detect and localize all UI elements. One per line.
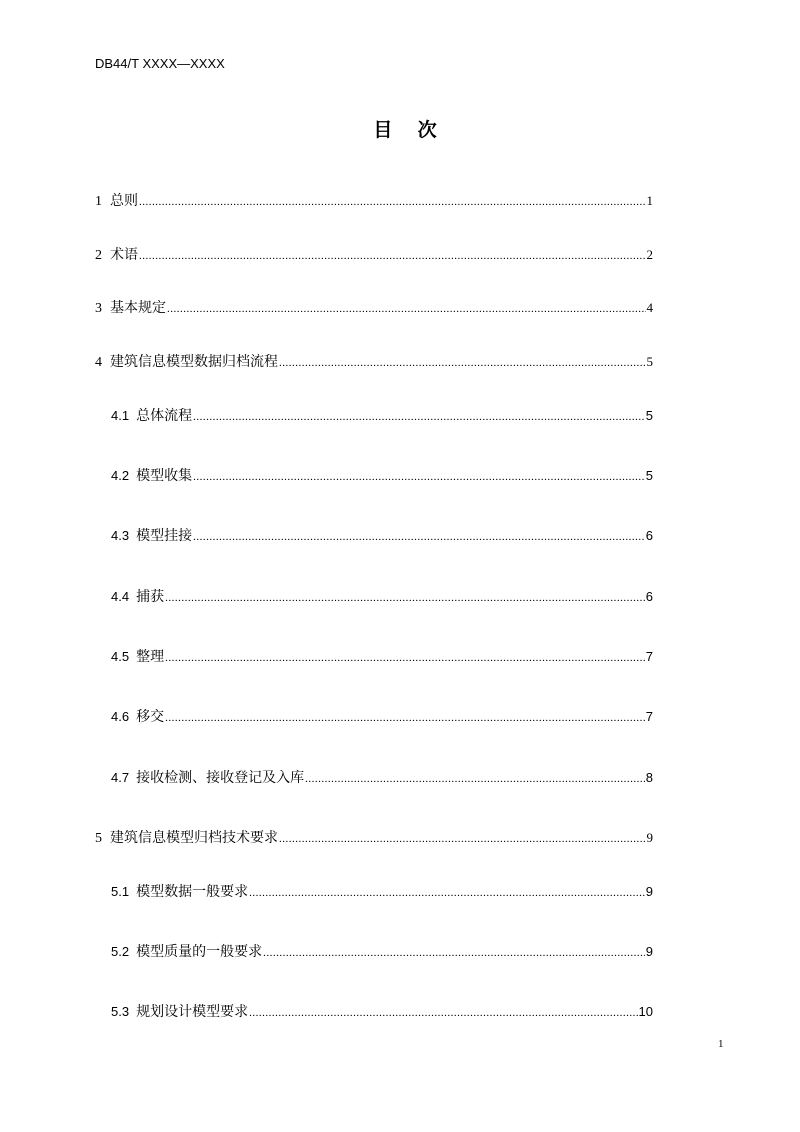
toc-entry-number: 1 — [95, 194, 102, 209]
toc-entry-label: 模型挂接 — [136, 527, 193, 543]
toc-entry-number: 3 — [95, 301, 102, 316]
dot-leader — [249, 883, 645, 903]
toc-entry-label: 总则 — [110, 192, 138, 208]
toc-entry-label: 捕获 — [136, 588, 165, 604]
toc-entry-number: 4.2 — [111, 468, 130, 483]
toc-entry[interactable] — [95, 827, 653, 847]
toc-subentry[interactable] — [111, 586, 653, 606]
toc-entry-page: 9 — [646, 830, 653, 845]
document-code-header: DB44/T XXXX—XXXX — [95, 56, 225, 71]
toc-entry-number: 4 — [95, 355, 102, 370]
toc-entry-label: 整理 — [136, 648, 165, 664]
toc-entry-page: 9 — [645, 944, 653, 959]
toc-entry-label: 接收检测、接收登记及入库 — [136, 769, 305, 785]
toc-entry-label: 基本规定 — [110, 299, 166, 315]
toc-entry-label: 模型收集 — [136, 467, 193, 483]
toc-entry[interactable] — [95, 351, 653, 371]
dot-leader — [139, 246, 646, 266]
toc-entry-label: 总体流程 — [136, 407, 193, 423]
toc-entry-number: 5.2 — [111, 944, 130, 959]
dot-leader — [165, 588, 645, 608]
toc-subentry[interactable] — [111, 405, 653, 425]
dot-leader — [193, 527, 645, 547]
toc-entry-page: 9 — [645, 884, 653, 899]
toc-subentry[interactable] — [111, 941, 653, 961]
dot-leader — [263, 943, 645, 963]
footer-page-number: 1 — [718, 1038, 724, 1050]
toc-entry-number: 2 — [95, 248, 102, 263]
toc-entry-number: 4.7 — [111, 770, 130, 785]
toc-entry-number: 5 — [95, 831, 102, 846]
toc-entry-label: 建筑信息模型归档技术要求 — [110, 829, 278, 845]
toc-entry[interactable] — [95, 244, 653, 264]
toc-entry-page: 6 — [645, 528, 653, 543]
page-title: 目 次 — [373, 120, 447, 141]
toc-entry-label: 模型数据一般要求 — [136, 883, 249, 899]
toc-entry-page: 5 — [645, 468, 653, 483]
dot-leader — [249, 1003, 637, 1023]
dot-leader — [305, 769, 645, 789]
toc-entry-label: 移交 — [136, 708, 165, 724]
dot-leader — [165, 708, 645, 728]
toc-entry-number: 5.1 — [111, 884, 130, 899]
toc-subentry[interactable] — [111, 767, 653, 787]
toc-entry-page: 6 — [645, 589, 653, 604]
toc-subentry[interactable] — [111, 1001, 653, 1021]
dot-leader — [167, 299, 646, 319]
toc-entry-page: 8 — [645, 770, 653, 785]
toc-entry-page: 10 — [638, 1004, 653, 1019]
dot-leader — [193, 467, 645, 487]
toc-entry-number: 4.5 — [111, 649, 130, 664]
toc-entry-page: 7 — [645, 709, 653, 724]
toc-entry-number: 4.6 — [111, 709, 130, 724]
toc-subentry[interactable] — [111, 881, 653, 901]
toc-subentry[interactable] — [111, 706, 653, 726]
toc-entry-page: 4 — [646, 300, 653, 315]
toc-entry[interactable] — [95, 297, 653, 317]
dot-leader — [165, 648, 645, 668]
toc-entry-label: 术语 — [110, 246, 138, 262]
toc-entry-number: 4.3 — [111, 528, 130, 543]
toc-entry-number: 4.4 — [111, 589, 130, 604]
toc-entry-page: 2 — [646, 247, 653, 262]
toc-entry-page: 5 — [645, 408, 653, 423]
toc-entry-label: 模型质量的一般要求 — [136, 943, 263, 959]
toc-entry-label: 建筑信息模型数据归档流程 — [110, 353, 278, 369]
dot-leader — [279, 353, 646, 373]
dot-leader — [279, 829, 646, 849]
toc-entry-label: 规划设计模型要求 — [136, 1003, 249, 1019]
toc-entry-page: 1 — [646, 193, 653, 208]
toc-entry-number: 4.1 — [111, 408, 130, 423]
toc-entry-page: 5 — [646, 354, 653, 369]
dot-leader — [193, 407, 645, 427]
toc-subentry[interactable] — [111, 465, 653, 485]
toc-entry[interactable] — [95, 190, 653, 210]
toc-entry-page: 7 — [645, 649, 653, 664]
toc-subentry[interactable] — [111, 525, 653, 545]
toc-entry-number: 5.3 — [111, 1004, 130, 1019]
toc-subentry[interactable] — [111, 646, 653, 666]
dot-leader — [139, 192, 646, 212]
